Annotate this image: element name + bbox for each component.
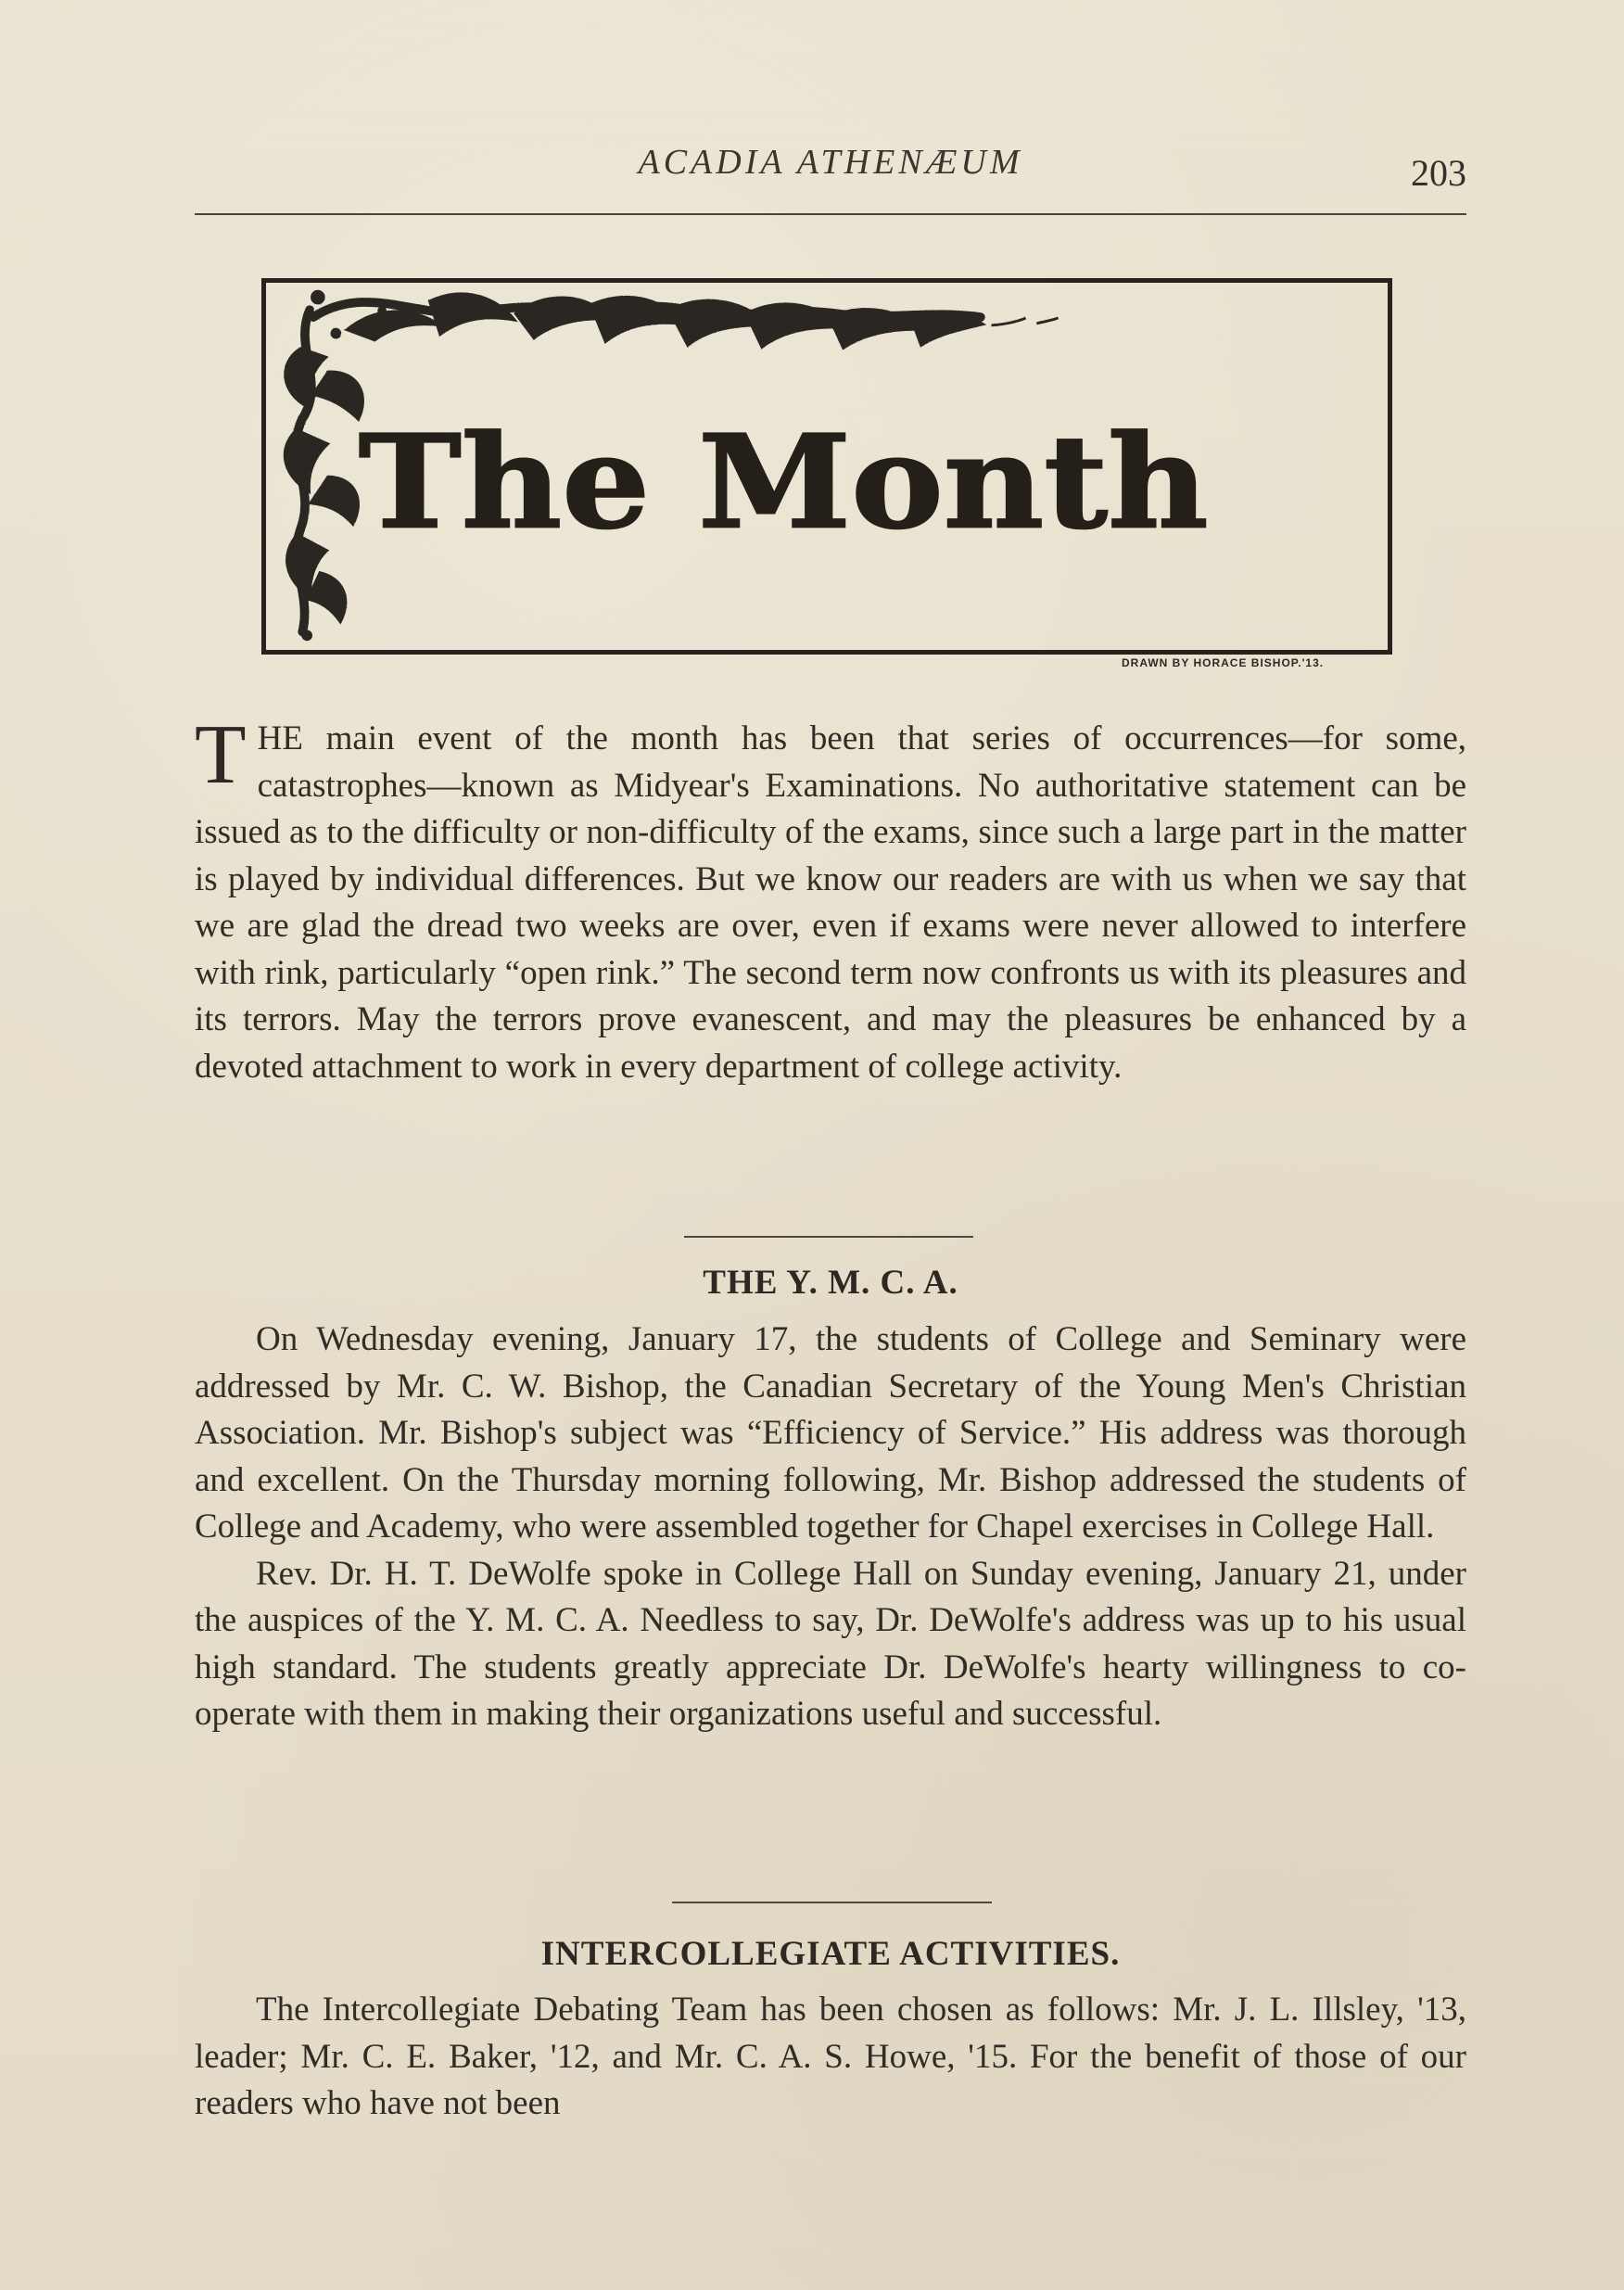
banner-title: The Month [358,406,1209,558]
section-divider-2 [672,1902,992,1903]
intro-paragraph [195,707,1466,1090]
intercollegiate-heading: INTERCOLLEGIATE ACTIVITIES. [540,1935,1121,1973]
ymca-section [195,1317,1466,1738]
section-divider-1 [684,1236,973,1238]
ymca-paragraph-1: On Wednesday evening, January 17, the students of College and Seminary were addressed by Mr. C. W. Bishop, the Canadian Secretary of the Young Men's Christian Association. Mr. Bishop's subject was “Efficiency of Service.” His address was thorough and excellent. On the Thursday morning following, Mr. Bishop addressed the students of College and Academy, who were assembled together for Chapel exercises in College Hall. [195,1320,1466,1546]
ymca-paragraph-2: Rev. Dr. H. T. DeWolfe spoke in College Hall on Sunday evening, January 21, under the auspices of the Y. M. C. A. Needless to say, Dr. DeWolfe's address was up to his usual high standard. The students greatly appreciate Dr. DeWolfe's hearty willingness to co-operate with them in making their organizations useful and successful. [195,1554,1466,1733]
page-number: 203 [1411,152,1466,194]
banner-credit: DRAWN BY HORACE BISHOP.'13. [1122,656,1325,669]
intercollegiate-paragraph: The Intercollegiate Debating Team has been chosen as follows: Mr. J. L. Illsley, '13, leader; Mr. C. E. Baker, '12, and Mr. C. A. S. Howe, '15. For the benefit of those of our readers who have not been [195,1991,1466,2122]
intercollegiate-section [195,1987,1466,2128]
ymca-heading: THE Y. M. C. A. [703,1264,958,1302]
month-banner [261,278,1392,655]
intro-text: HE main event of the month has been that series of occurrences—for some, catastrophes—known as Midyear's Examinations. No authoritative statement can be issued as to the difficulty or non-difficulty of the exams, since such a large part in the matter is played by individual differences. But we know our readers are with us when we say that we are glad the dread two weeks are over, even if exams were never allowed to interfere with rink, particularly “open rink.” The second term now confronts us with its pleasures and its terrors. May the terrors prove evanescent, and may the pleasures be enhanced by a devoted attachment to work in every department of college activity. [195,719,1466,1086]
journal-title: ACADIA ATHENÆUM [638,143,1023,182]
running-head [195,134,1466,199]
drop-cap: T [195,707,247,801]
header-rule [195,213,1466,215]
oak-leaf-ornament-icon [266,283,1388,650]
